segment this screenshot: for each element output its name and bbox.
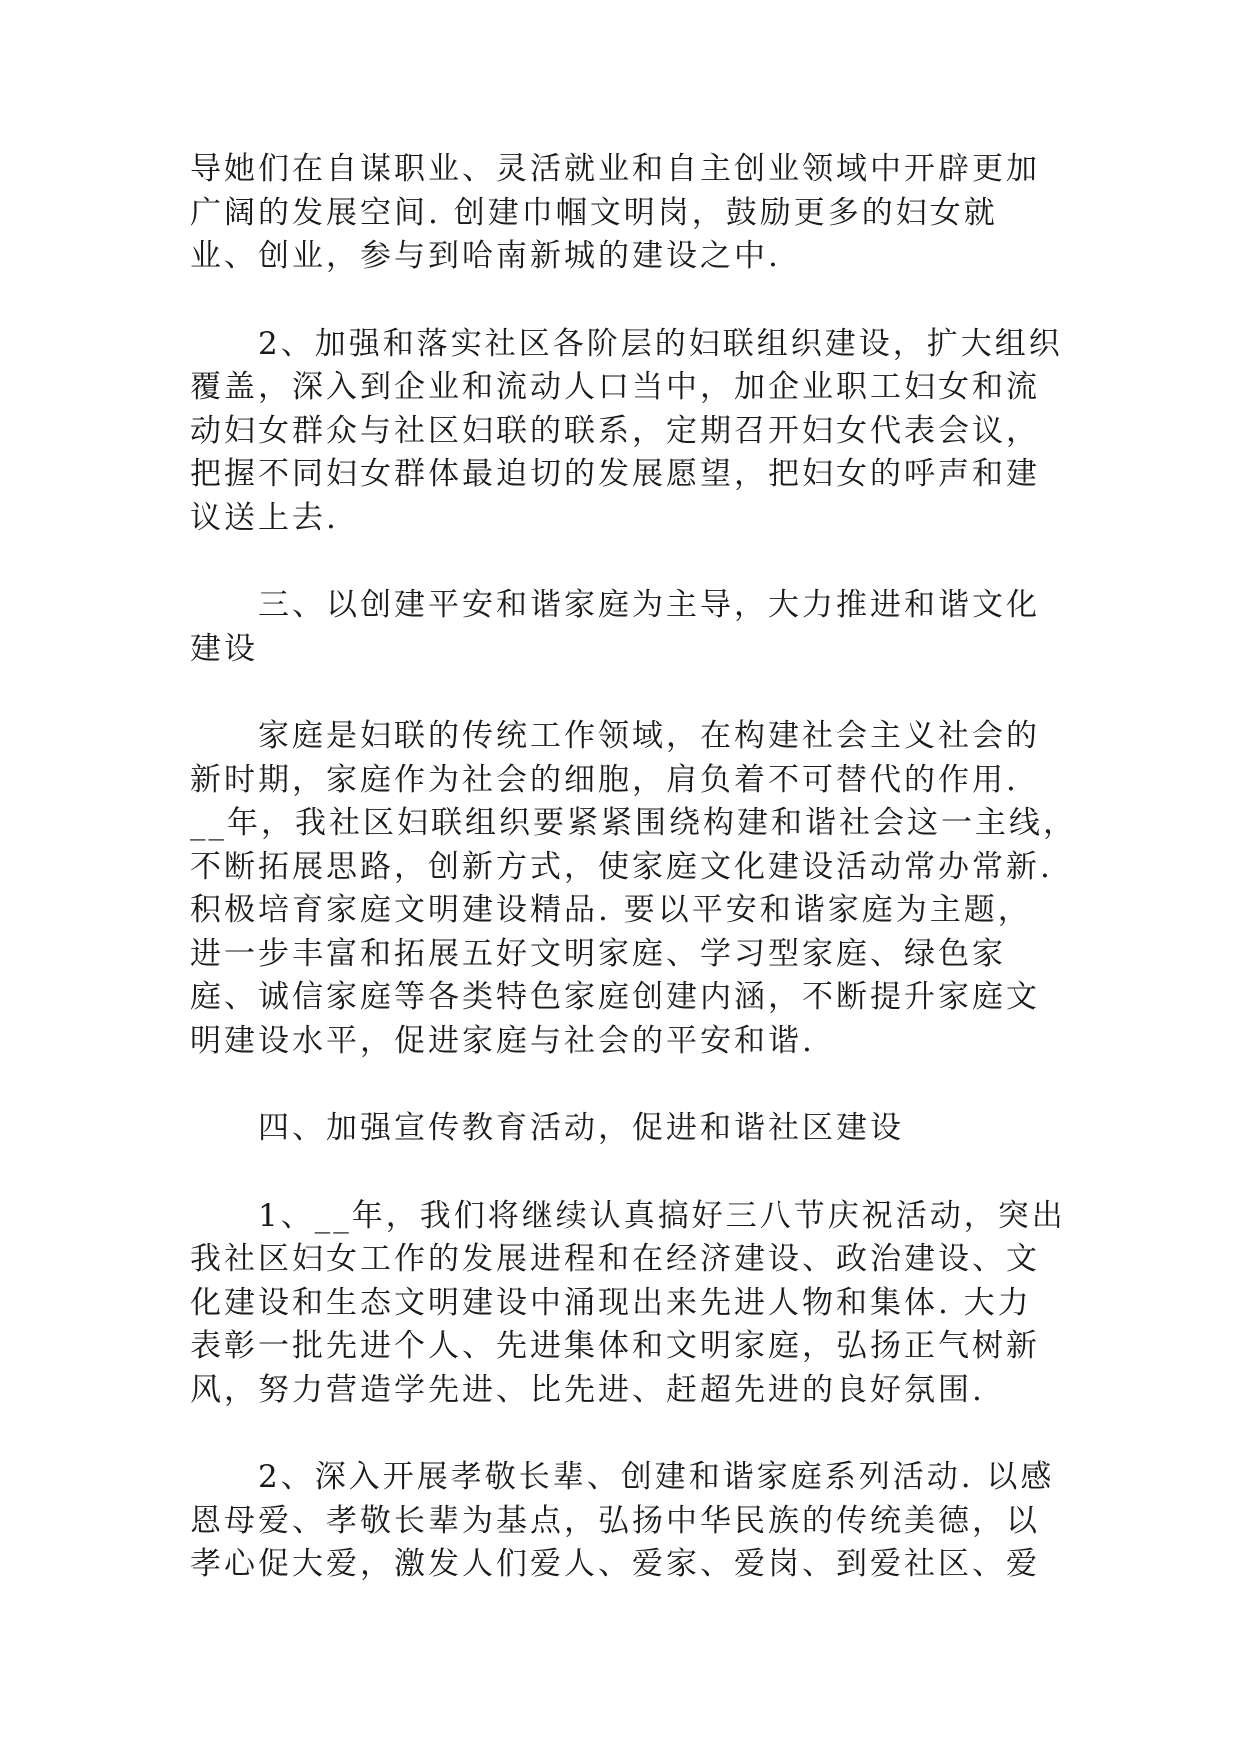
text-line: 覆盖，深入到企业和流动人口当中，加企业职工妇女和流 <box>190 369 1040 405</box>
text-line: 孝心促大爱，激发人们爱人、爱家、爱岗、到爱社区、爱 <box>190 1546 1040 1582</box>
paragraph-item-2-filial <box>190 1456 1055 1587</box>
heading-line: 四、加强宣传教育活动，促进和谐社区建设 <box>190 1110 904 1146</box>
text-line: 1、__年，我们将继续认真搞好三八节庆祝活动，突出 <box>190 1197 1066 1234</box>
text-line: 把握不同妇女群体最迫切的发展愿望，把妇女的呼声和建 <box>190 456 1040 492</box>
text-line: 庭、诚信家庭等各类特色家庭创建内涵，不断提升家庭文 <box>190 979 1040 1015</box>
document-body <box>190 148 1077 1631</box>
text-line: 我社区妇女工作的发展进程和在经济建设、政治建设、文 <box>190 1241 1040 1277</box>
text-line: 积极培育家庭文明建设精品. 要以平安和谐家庭为主题， <box>190 892 1032 928</box>
heading-line: 三、以创建平安和谐家庭为主导，大力推进和谐文化 <box>190 587 1040 623</box>
text-line: 明建设水平，促进家庭与社会的平安和谐. <box>190 1022 815 1059</box>
text-line: 动妇女群众与社区妇联的联系，定期召开妇女代表会议， <box>190 412 1040 449</box>
text-line: 2、加强和落实社区各阶层的妇联组织建设，扩大组织 <box>190 325 1063 362</box>
paragraph-item-2-organization <box>190 323 1063 541</box>
text-line: 家庭是妇联的传统工作领域，在构建社会主义社会的 <box>190 718 1040 754</box>
section-heading-3 <box>190 584 1050 671</box>
text-line: 化建设和生态文明建设中涌现出来先进人物和集体. 大力 <box>190 1284 1032 1321</box>
text-line: 2、深入开展孝敬长辈、创建和谐家庭系列活动. 以感 <box>190 1459 1055 1495</box>
text-line: 风，努力营造学先进、比先进、赶超先进的良好氛围. <box>190 1371 985 1408</box>
text-line: 导她们在自谋职业、灵活就业和自主创业领域中开辟更加 <box>190 151 1040 187</box>
text-line: 议送上去. <box>190 499 339 536</box>
heading-line: 建设 <box>190 630 258 667</box>
text-line: 新时期，家庭作为社会的细胞，肩负着不可替代的作用. <box>190 761 1019 798</box>
text-line: 表彰一批先进个人、先进集体和文明家庭，弘扬正气树新 <box>190 1328 1040 1364</box>
text-line: 不断拓展思路，创新方式，使家庭文化建设活动常办常新. <box>190 848 1053 885</box>
section-heading-4 <box>190 1107 1050 1151</box>
text-line: 业、创业，参与到哈南新城的建设之中. <box>190 238 781 274</box>
text-line: 进一步丰富和拓展五好文明家庭、学习型家庭、绿色家 <box>190 935 1006 972</box>
text-line: __年，我社区妇联组织要紧紧围绕构建和谐社会这一主线， <box>190 805 1077 841</box>
paragraph-item-1-celebration <box>190 1195 1066 1413</box>
text-line: 广阔的发展空间. 创建巾帼文明岗，鼓励更多的妇女就 <box>190 194 998 231</box>
text-line: 恩母爱、孝敬长辈为基点，弘扬中华民族的传统美德，以 <box>190 1502 1040 1539</box>
paragraph-employment <box>190 148 1050 279</box>
paragraph-family <box>190 715 1077 1063</box>
